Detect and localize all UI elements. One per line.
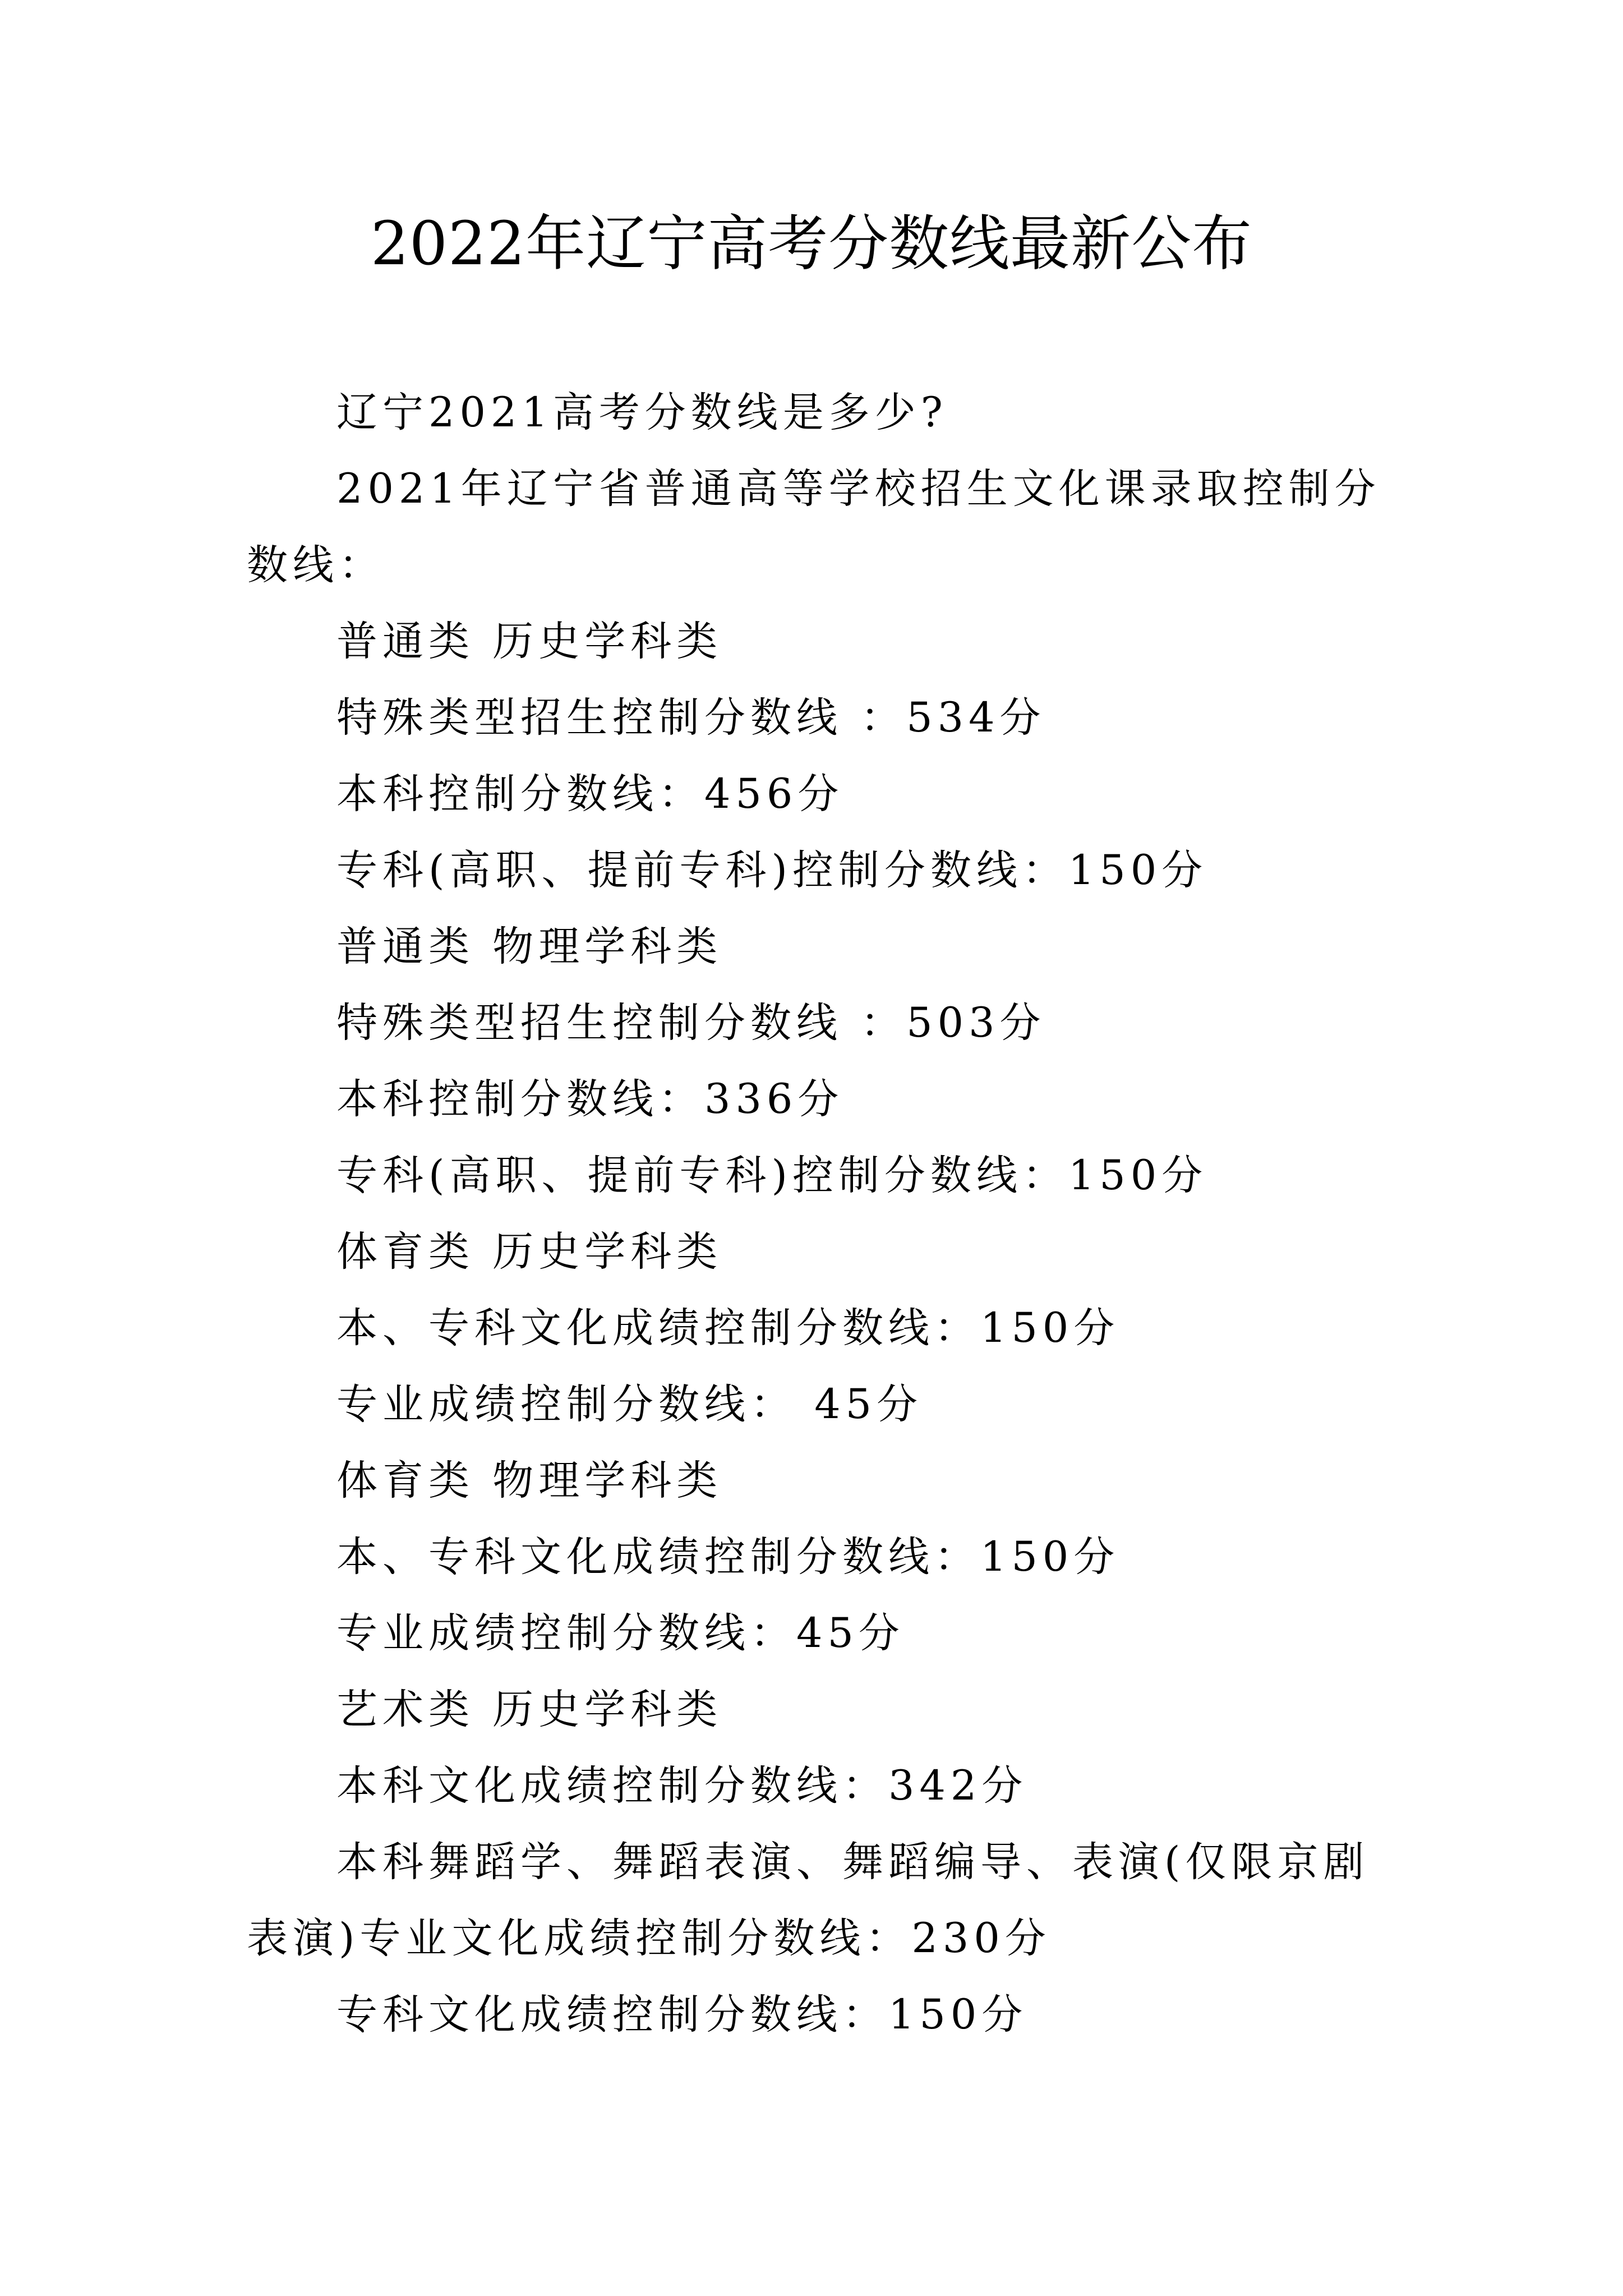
document-body [247, 375, 1385, 2053]
section-heading-general-physics: 普通类 物理学科类 [336, 923, 723, 970]
page-title: 2022年辽宁高考分数线最新公布 [370, 209, 1253, 279]
score-line: 专科(高职、提前专科)控制分数线：150分 [336, 846, 1208, 894]
score-line: 本科控制分数线：456分 [336, 770, 844, 818]
section-heading-arts-history: 艺术类 历史学科类 [336, 1686, 723, 1733]
section-heading-sports-physics: 体育类 物理学科类 [336, 1457, 723, 1504]
score-line: 专科文化成绩控制分数线：150分 [336, 1991, 1028, 2039]
score-line: 特殊类型招生控制分数线 ：534分 [336, 694, 1046, 742]
score-line: 本科控制分数线：336分 [336, 1075, 844, 1123]
score-line: 本科文化成绩控制分数线：342分 [336, 1762, 1028, 1810]
section-heading-sports-history: 体育类 历史学科类 [336, 1228, 723, 1276]
score-line: 本、专科文化成绩控制分数线：150分 [336, 1533, 1120, 1581]
score-line: 特殊类型招生控制分数线 ：503分 [336, 999, 1046, 1047]
score-line: 本、专科文化成绩控制分数线：150分 [336, 1304, 1120, 1352]
score-line: 专科(高职、提前专科)控制分数线：150分 [336, 1152, 1208, 1199]
paragraph-intro: 2021年辽宁省普通高等学校招生文化课录取控制分数线： [247, 465, 1381, 589]
score-line: 专业成绩控制分数线：45分 [336, 1609, 905, 1657]
section-heading-general-history: 普通类 历史学科类 [336, 618, 723, 665]
paragraph-question: 辽宁2021高考分数线是多少? [336, 389, 948, 436]
score-line: 本科舞蹈学、舞蹈表演、舞蹈编导、表演(仅限京剧表演)专业文化成绩控制分数线：230分 [247, 1838, 1370, 1962]
score-line: 专业成绩控制分数线： 45分 [336, 1381, 923, 1428]
